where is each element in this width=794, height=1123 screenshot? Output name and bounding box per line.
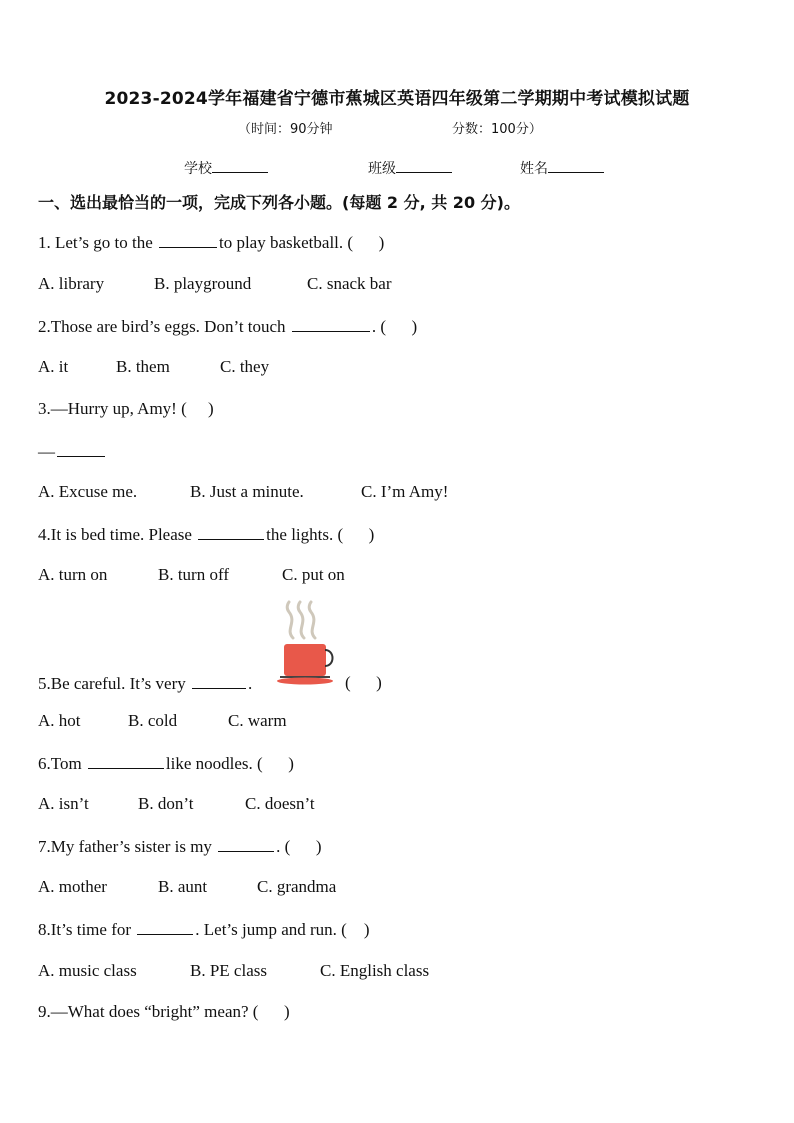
option-b: B. playground — [154, 274, 252, 293]
question-text: . Let’s jump and run. ( — [195, 920, 347, 939]
question-text: . ( — [371, 317, 386, 336]
class-blank — [396, 158, 452, 173]
answer-blank — [218, 836, 274, 852]
time-limit: （时间：90分钟 — [238, 122, 333, 137]
option-c: C. English class — [320, 961, 430, 980]
class-label: 班级 — [368, 161, 396, 177]
question-4 — [38, 524, 374, 545]
option-c: C. doesn’t — [245, 794, 315, 813]
option-b: B. cold — [128, 711, 178, 730]
question-6 — [38, 753, 294, 774]
paren-close: ) — [315, 837, 322, 856]
question-text: 2.Those are bird’s eggs. Don’t touch — [38, 317, 290, 336]
paren-close: ) — [368, 525, 375, 544]
question-text: . ( — [276, 837, 291, 856]
class-field — [368, 158, 452, 178]
answer-blank — [292, 316, 370, 332]
paren-close: ) — [378, 233, 385, 252]
option-c: C. I’m Amy! — [361, 482, 449, 501]
question-text: the lights. ( — [266, 525, 344, 544]
answer-blank — [137, 919, 193, 935]
question-text: 9.—What does “bright” mean? ( — [38, 1002, 259, 1021]
paren-close: ) — [363, 920, 370, 939]
question-text: 3.—Hurry up, Amy! ( — [38, 399, 187, 418]
question-text: . — [248, 674, 253, 693]
question-1 — [38, 232, 384, 253]
answer-blank — [88, 753, 164, 769]
answer-line-3 — [38, 441, 107, 462]
option-a: A. mother — [38, 877, 107, 896]
option-b: B. PE class — [190, 961, 267, 980]
option-b: B. turn off — [158, 565, 229, 584]
exam-title: 2023-2024学年福建省宁德市蕉城区英语四年级第二学期期中考试模拟试题 — [104, 89, 690, 109]
hot-tea-cup-icon — [275, 600, 337, 688]
paren-open: ( — [345, 673, 351, 692]
option-a: A. library — [38, 274, 105, 293]
question-text: 4.It is bed time. Please — [38, 525, 197, 544]
answer-blank — [159, 232, 217, 248]
paren-close: ) — [288, 754, 294, 773]
school-blank — [212, 158, 268, 173]
question-text: 8.It’s time for — [38, 920, 136, 939]
option-c: C. put on — [282, 565, 345, 584]
answer-parens-5 — [345, 673, 382, 693]
answer-blank — [57, 441, 105, 457]
name-blank — [548, 158, 604, 173]
question-text: 5.Be careful. It’s very — [38, 674, 190, 693]
option-c: C. warm — [228, 711, 287, 730]
school-label: 学校 — [184, 161, 212, 177]
question-5 — [38, 673, 252, 694]
option-c: C. snack bar — [307, 274, 392, 293]
option-b: B. them — [116, 357, 170, 376]
option-a: A. hot — [38, 711, 81, 730]
option-a: A. isn’t — [38, 794, 89, 813]
school-field — [184, 158, 268, 178]
section-heading: 一、选出最恰当的一项，完成下列各小题。(每题 2 分, 共 20 分)。 — [38, 193, 520, 212]
total-score: 分数：100分） — [452, 122, 542, 137]
name-label: 姓名 — [520, 161, 548, 177]
option-a: A. music class — [38, 961, 137, 980]
option-b: B. Just a minute. — [190, 482, 304, 501]
question-text: 1. Let’s go to the — [38, 233, 157, 252]
option-c: C. they — [220, 357, 270, 376]
option-b: B. don’t — [138, 794, 194, 813]
paren-close: ) — [283, 1002, 290, 1021]
question-7 — [38, 836, 322, 857]
question-9 — [38, 1002, 290, 1022]
option-b: B. aunt — [158, 877, 208, 896]
option-c: C. grandma — [257, 877, 337, 896]
option-a: A. turn on — [38, 565, 108, 584]
question-3 — [38, 399, 214, 419]
question-8 — [38, 919, 370, 940]
answer-blank — [192, 673, 246, 689]
option-a: A. it — [38, 357, 69, 376]
dash: — — [38, 442, 55, 461]
question-text: 6.Tom — [38, 754, 86, 773]
paren-close: ) — [376, 673, 382, 692]
question-2 — [38, 316, 417, 337]
question-text: to play basketball. ( — [218, 233, 354, 252]
paren-close: ) — [207, 399, 214, 418]
name-field — [520, 158, 604, 178]
question-text: like noodles. ( — [165, 754, 263, 773]
paren-close: ) — [411, 317, 418, 336]
answer-blank — [198, 524, 264, 540]
question-text: 7.My father’s sister is my — [38, 837, 217, 856]
option-a: A. Excuse me. — [38, 482, 138, 501]
